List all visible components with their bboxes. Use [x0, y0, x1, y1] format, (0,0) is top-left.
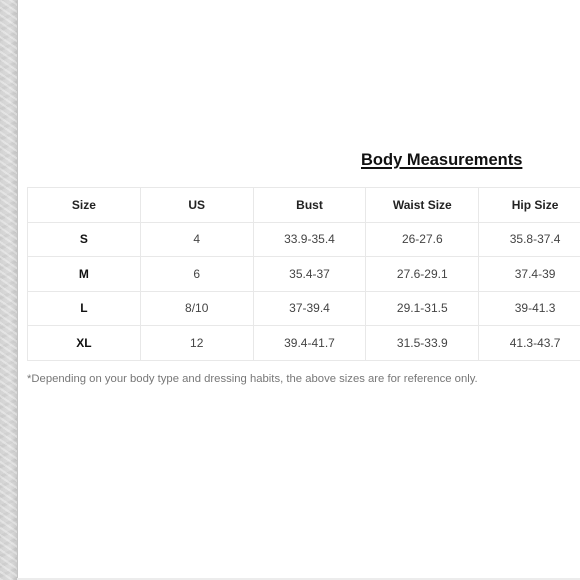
size-cell: S [28, 222, 141, 257]
us-cell: 4 [140, 222, 253, 257]
page-title: Body Measurements [361, 151, 523, 169]
us-cell: 8/10 [140, 291, 253, 326]
hip-cell: 37.4-39 [479, 257, 580, 292]
table-header-row [28, 188, 580, 223]
waist-cell: 26-27.6 [366, 222, 479, 257]
us-cell: 6 [140, 257, 253, 292]
waist-cell: 27.6-29.1 [366, 257, 479, 292]
waist-cell: 31.5-33.9 [366, 326, 479, 361]
size-cell: XL [28, 326, 141, 361]
column-header-us: US [140, 188, 253, 223]
column-header-size: Size [28, 188, 141, 223]
hip-cell: 39-41.3 [479, 291, 580, 326]
column-header-hip: Hip Size [479, 188, 580, 223]
us-cell: 12 [140, 326, 253, 361]
column-header-bust: Bust [253, 188, 366, 223]
footnote: *Depending on your body type and dressing habits, the above sizes are for reference only. [27, 373, 478, 385]
bust-cell: 37-39.4 [253, 291, 366, 326]
table-row [28, 257, 580, 292]
bust-cell: 35.4-37 [253, 257, 366, 292]
size-cell: M [28, 257, 141, 292]
column-header-waist: Waist Size [366, 188, 479, 223]
bust-cell: 33.9-35.4 [253, 222, 366, 257]
hip-cell: 35.8-37.4 [479, 222, 580, 257]
table-row [28, 222, 580, 257]
hip-cell: 41.3-43.7 [479, 326, 580, 361]
size-chart-table [27, 187, 580, 361]
table-row [28, 326, 580, 361]
bust-cell: 39.4-41.7 [253, 326, 366, 361]
size-cell: L [28, 291, 141, 326]
left-edge-texture [0, 0, 18, 580]
waist-cell: 29.1-31.5 [366, 291, 479, 326]
table-row [28, 291, 580, 326]
